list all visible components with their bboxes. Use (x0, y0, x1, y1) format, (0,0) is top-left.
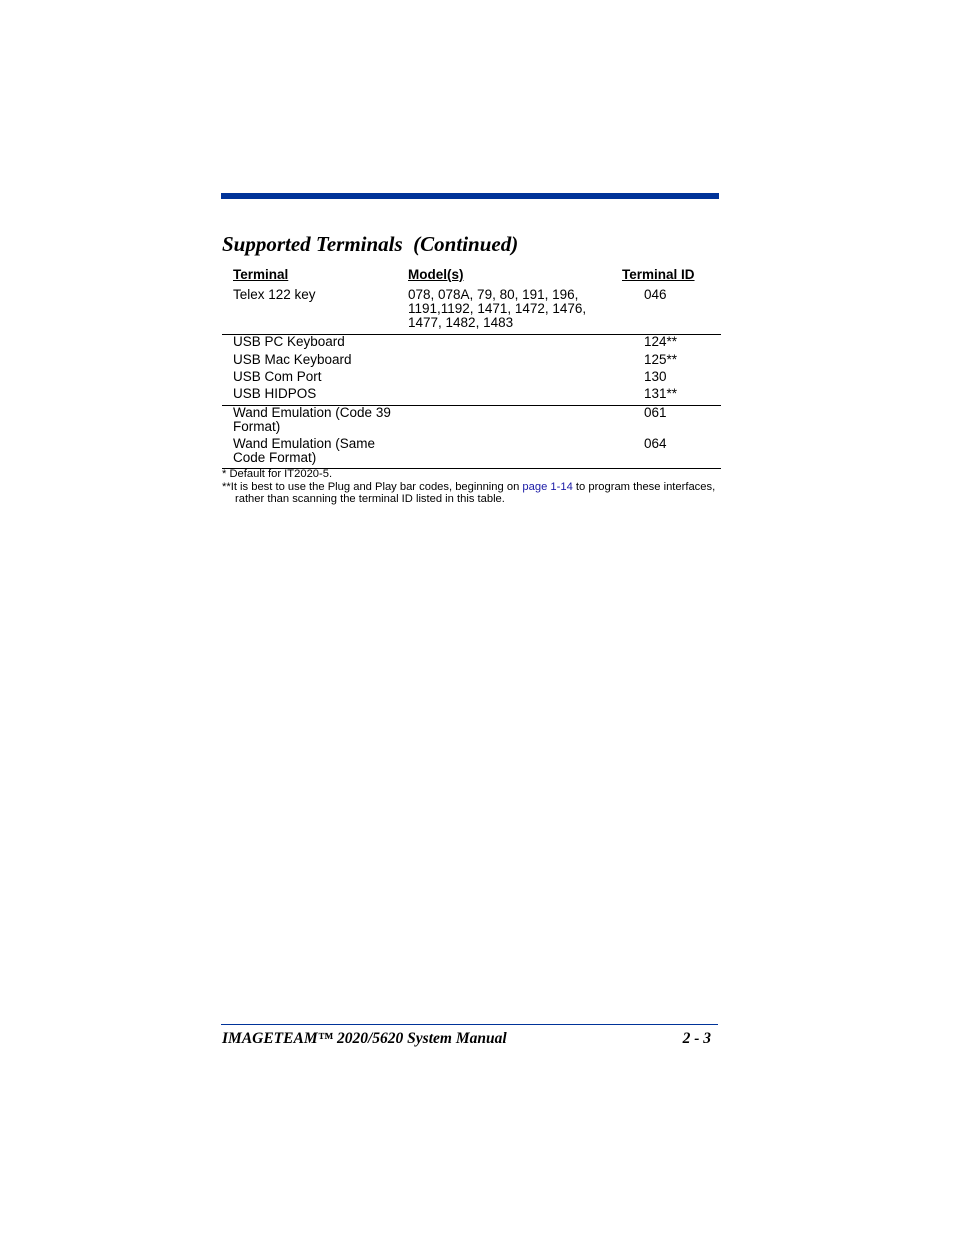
cell-terminal-id: 125** (644, 352, 678, 367)
cell-terminal-id: 064 (644, 436, 667, 451)
cell-terminal: USB Mac Keyboard (233, 352, 352, 367)
header-terminal-id: Terminal ID (622, 267, 695, 282)
header-rule (221, 193, 719, 199)
cell-terminal: USB HIDPOS (233, 386, 317, 401)
table-group-usb (222, 335, 721, 406)
table-footnotes (222, 468, 722, 506)
page-number: 2 - 3 (682, 1030, 711, 1047)
footer-rule (221, 1024, 718, 1025)
footnote-text-end: to program these interfaces, rather than scanning the terminal ID listed in this table. (235, 480, 716, 506)
footnote-default: * Default for IT2020-5. (222, 468, 333, 480)
footnote-text-start: **It is best to use the Plug and Play bar codes, beginning on (222, 480, 523, 493)
cell-models: 078, 078A, 79, 80, 191, 196, 1191,1192, 1471, 1472, 1476, 1477, 1482, 1483 (408, 287, 587, 330)
manual-title: IMAGETEAM™ 2020/5620 System Manual (222, 1030, 507, 1047)
cell-terminal: Telex 122 key (233, 287, 316, 302)
table-header (222, 266, 721, 286)
table-group-telex (222, 286, 721, 335)
page-reference-link[interactable]: page 1-14 (522, 480, 573, 493)
cell-terminal-id: 046 (644, 287, 667, 302)
cell-terminal-id: 130 (644, 369, 667, 384)
page-title: Supported Terminals (Continued) (222, 232, 519, 256)
table-group-wand (222, 406, 721, 469)
footnote-plug-and-play (222, 481, 722, 506)
cell-terminal-id: 061 (644, 405, 667, 420)
terminals-table (222, 266, 721, 469)
cell-terminal: USB PC Keyboard (233, 334, 345, 349)
cell-terminal-id: 131** (644, 386, 678, 401)
header-terminal: Terminal (233, 267, 289, 282)
header-models: Model(s) (408, 267, 464, 282)
cell-terminal: Wand Emulation (Code 39 Format) (233, 405, 391, 434)
cell-terminal: USB Com Port (233, 369, 322, 384)
cell-terminal: Wand Emulation (Same Code Format) (233, 436, 376, 465)
cell-terminal-id: 124** (644, 334, 678, 349)
